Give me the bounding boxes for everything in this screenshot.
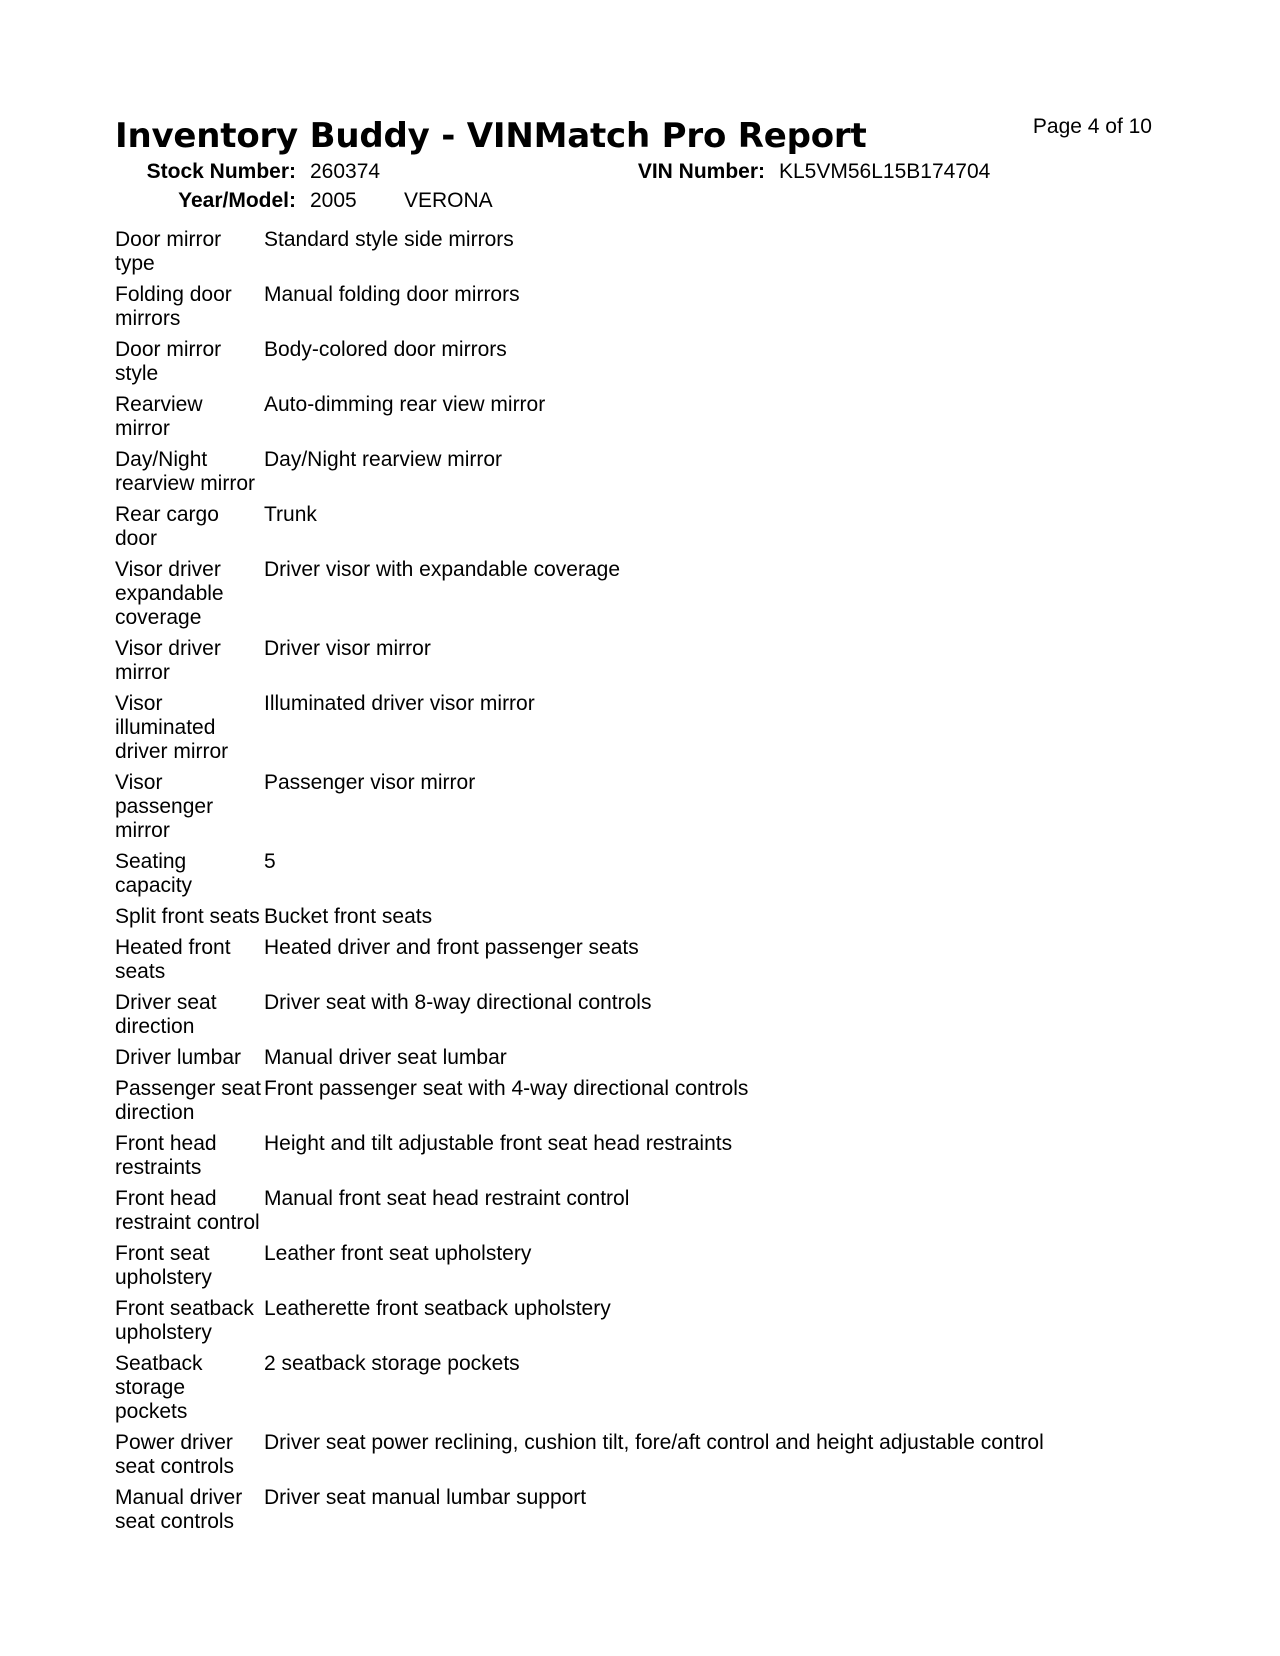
spec-value: Leatherette front seatback upholstery — [264, 1297, 611, 1320]
spec-row — [115, 905, 1165, 929]
spec-value: Body-colored door mirrors — [264, 338, 507, 361]
spec-label: Driver seat direction — [115, 991, 217, 1038]
spec-value: Day/Night rearview mirror — [264, 448, 503, 471]
spec-value: 5 — [264, 850, 276, 873]
spec-label: Seatback storage pockets — [115, 1352, 203, 1423]
spec-value: Driver seat manual lumbar support — [264, 1486, 587, 1509]
spec-row — [115, 850, 1165, 898]
spec-value: 2 seatback storage pockets — [264, 1352, 520, 1375]
spec-row — [115, 1352, 1165, 1424]
spec-label: Visor driver mirror — [115, 637, 221, 684]
spec-value: Front passenger seat with 4-way directional controls — [264, 1077, 749, 1100]
spec-label: Front head restraint control — [115, 1187, 260, 1234]
spec-value: Driver seat with 8-way directional controls — [264, 991, 652, 1014]
spec-value: Manual front seat head restraint control — [264, 1187, 630, 1210]
year-value: 2005 — [310, 189, 357, 212]
spec-row — [115, 1046, 1165, 1070]
spec-row — [115, 448, 1165, 496]
spec-label: Visor illuminated driver mirror — [115, 692, 229, 763]
spec-table — [115, 228, 1165, 1541]
spec-value: Trunk — [264, 503, 317, 526]
page-indicator: Page 4 of 10 — [1032, 115, 1152, 138]
spec-label: Door mirror type — [115, 228, 222, 275]
year-model-label: Year/Model: — [178, 189, 296, 212]
report-title: Inventory Buddy - VINMatch Pro Report — [115, 116, 867, 156]
vin-number-value: KL5VM56L15B174704 — [779, 160, 991, 183]
spec-label: Seating capacity — [115, 850, 193, 897]
spec-row — [115, 1486, 1165, 1534]
spec-label: Split front seats — [115, 905, 260, 928]
spec-row — [115, 692, 1165, 764]
spec-row — [115, 503, 1165, 551]
spec-row — [115, 991, 1165, 1039]
model-value: VERONA — [404, 189, 493, 212]
spec-row — [115, 936, 1165, 984]
spec-value: Driver visor with expandable coverage — [264, 558, 621, 581]
spec-label: Front seat upholstery — [115, 1242, 212, 1289]
spec-row — [115, 393, 1165, 441]
spec-label: Door mirror style — [115, 338, 222, 385]
spec-label: Power driver seat controls — [115, 1431, 235, 1478]
spec-value: Bucket front seats — [264, 905, 433, 928]
spec-value: Illuminated driver visor mirror — [264, 692, 535, 715]
spec-label: Rearview mirror — [115, 393, 203, 440]
spec-value: Height and tilt adjustable front seat head restraints — [264, 1132, 733, 1155]
spec-value: Leather front seat upholstery — [264, 1242, 532, 1265]
spec-row — [115, 283, 1165, 331]
spec-value: Heated driver and front passenger seats — [264, 936, 639, 959]
spec-row — [115, 1132, 1165, 1180]
spec-value: Driver visor mirror — [264, 637, 431, 660]
spec-row — [115, 1297, 1165, 1345]
spec-value: Standard style side mirrors — [264, 228, 514, 251]
stock-number-value: 260374 — [310, 160, 381, 183]
spec-label: Manual driver seat controls — [115, 1486, 243, 1533]
spec-value: Manual folding door mirrors — [264, 283, 520, 306]
stock-number-label: Stock Number: — [146, 160, 296, 183]
spec-row — [115, 1242, 1165, 1290]
spec-label: Front seatback upholstery — [115, 1297, 254, 1344]
spec-label: Day/Night rearview mirror — [115, 448, 256, 495]
spec-row — [115, 558, 1165, 630]
spec-row — [115, 1077, 1165, 1125]
spec-label: Rear cargo door — [115, 503, 219, 550]
spec-label: Heated front seats — [115, 936, 231, 983]
spec-label: Visor driver expandable coverage — [115, 558, 224, 629]
spec-row — [115, 338, 1165, 386]
spec-value: Driver seat power reclining, cushion tilt, fore/aft control and height adjustable control — [264, 1431, 1044, 1454]
spec-value: Auto-dimming rear view mirror — [264, 393, 546, 416]
spec-value: Passenger visor mirror — [264, 771, 476, 794]
spec-row — [115, 637, 1165, 685]
spec-label: Front head restraints — [115, 1132, 217, 1179]
spec-label: Passenger seat direction — [115, 1077, 261, 1124]
spec-label: Driver lumbar — [115, 1046, 242, 1069]
spec-row — [115, 771, 1165, 843]
spec-row — [115, 1187, 1165, 1235]
spec-label: Folding door mirrors — [115, 283, 232, 330]
spec-value: Manual driver seat lumbar — [264, 1046, 507, 1069]
vin-number-label: VIN Number: — [637, 160, 765, 183]
spec-row — [115, 228, 1165, 276]
spec-label: Visor passenger mirror — [115, 771, 214, 842]
spec-row — [115, 1431, 1165, 1479]
